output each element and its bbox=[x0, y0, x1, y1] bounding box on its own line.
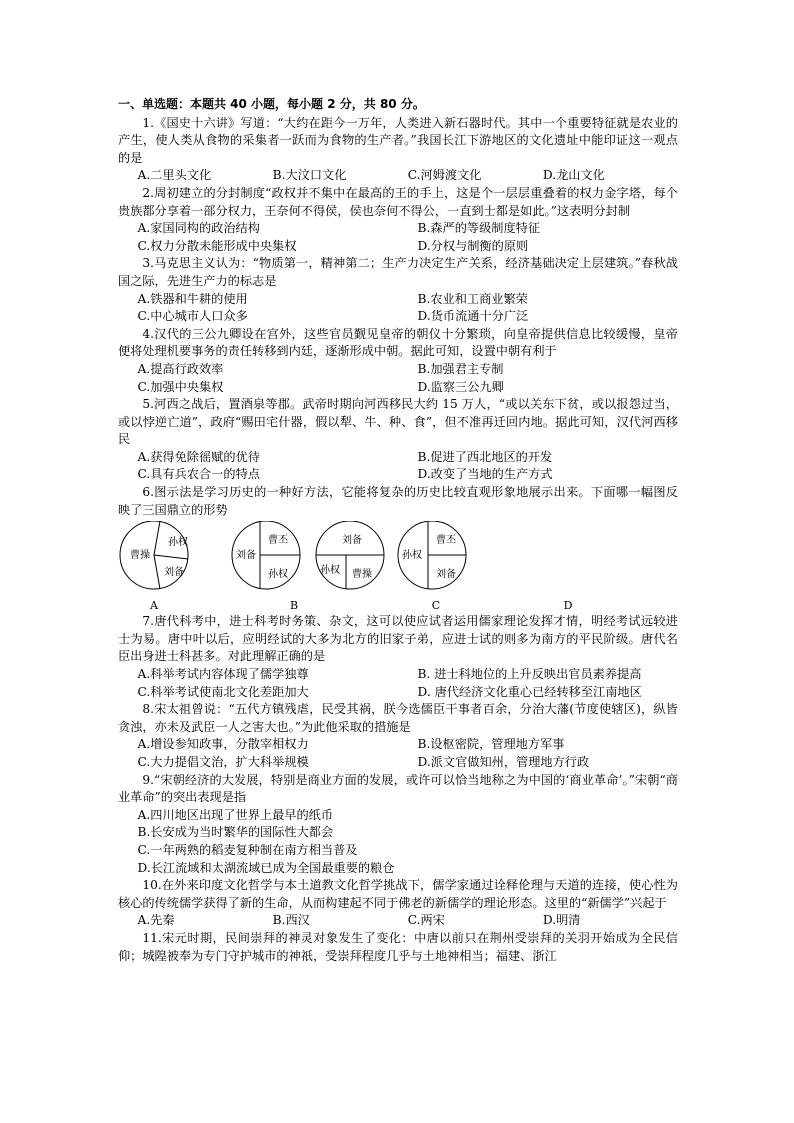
option-D[interactable]: D.派文官做知州，管理地方行政 bbox=[417, 755, 590, 769]
question-11 bbox=[118, 930, 678, 965]
question-stem: 11.宋元时期，民间崇拜的神灵对象发生了变化：中唐以前只在荆州受崇拜的关羽开始成为全民信仰；城隍被奉为专门守护城市的神祇，受崇拜程度几乎与土地神相当；福建、浙江 bbox=[118, 930, 678, 963]
option-D[interactable]: D.明清 bbox=[542, 913, 581, 928]
option-D[interactable]: D.龙山文化 bbox=[542, 168, 605, 183]
option-D[interactable]: D.货币流通十分广泛 bbox=[417, 309, 529, 324]
option-C[interactable]: C.中心城市人口众多 bbox=[137, 309, 248, 324]
option-A[interactable]: A.二里头文化 bbox=[137, 168, 212, 183]
option-B[interactable]: B.大汶口文化 bbox=[272, 168, 347, 183]
question-9 bbox=[118, 772, 678, 878]
option-C[interactable]: C.河姆渡文化 bbox=[407, 168, 482, 183]
option-D[interactable]: D.监察三公九卿 bbox=[417, 379, 504, 394]
question-8 bbox=[118, 701, 678, 771]
sector-label: 曹丕 bbox=[436, 535, 456, 547]
option-C[interactable]: C.具有兵农合一的特点 bbox=[137, 467, 260, 482]
options bbox=[118, 666, 678, 701]
sector-label: 孙权 bbox=[402, 550, 422, 562]
sector-label: 孙权 bbox=[268, 569, 288, 581]
option-D[interactable]: D.分权与制衡的原则 bbox=[417, 238, 529, 253]
option-D[interactable]: D.长江流域和太湖流域已成为全国最重要的粮仓 bbox=[137, 860, 395, 875]
options bbox=[118, 167, 678, 185]
option-A[interactable]: A.提高行政效率 bbox=[137, 361, 224, 376]
question-7 bbox=[118, 613, 678, 701]
question-stem: 2.周初建立的分封制度“政权并不集中在最高的王的手上，这是个一层层重叠着的权力金字塔，每个贵族都分享着一部分权力，王奈何不得侯，侯也奈何不得公，一直到士都是如此。”这表明分封制 bbox=[118, 185, 678, 218]
sector-divider bbox=[154, 555, 188, 559]
options bbox=[118, 736, 678, 771]
exam-page bbox=[118, 96, 678, 965]
option-A[interactable]: A.增设参知政事，分散宰相权力 bbox=[137, 737, 309, 752]
question-list bbox=[118, 115, 678, 966]
option-C[interactable]: C.科举考试使南北文化差距加大 bbox=[137, 684, 309, 699]
diagram-label-A: A bbox=[150, 599, 158, 613]
option-B[interactable]: B. 进士科地位的上升反映出官员素养提高 bbox=[417, 667, 642, 682]
option-B[interactable]: B.加强君主专制 bbox=[417, 361, 504, 376]
option-C[interactable]: C.两宋 bbox=[407, 913, 445, 928]
option-B[interactable]: B.长安成为当时繁华的国际性大都会 bbox=[137, 825, 334, 840]
option-A[interactable]: A.家国同构的政治结构 bbox=[137, 221, 260, 236]
option-B[interactable]: B.设枢密院，管理地方军事 bbox=[417, 737, 565, 752]
option-A[interactable]: A.科举考试内容体现了儒学独尊 bbox=[137, 667, 309, 682]
option-C[interactable]: C.权力分散未能形成中央集权 bbox=[137, 238, 297, 253]
option-C[interactable]: C.大力提倡文治，扩大科举规模 bbox=[137, 755, 309, 769]
option-B[interactable]: B.促进了西北地区的开发 bbox=[417, 449, 553, 464]
sector-label: 曹操 bbox=[352, 569, 372, 581]
option-A[interactable]: A.四川地区出现了世界上最早的纸币 bbox=[137, 807, 334, 822]
options bbox=[118, 291, 678, 326]
sector-label: 曹丕 bbox=[268, 535, 288, 547]
diagram-label-C: C bbox=[431, 599, 441, 613]
question-stem: 10.在外来印度文化哲学与本土道教文化哲学挑战下，儒学家通过诠释伦理与天道的连接，使心性为核心的传统儒学获得了新的生命，从而构建起不同于佛老的新儒学的理论形态。这里的“新儒学”兴起于 bbox=[118, 878, 678, 910]
option-B[interactable]: B.西汉 bbox=[272, 913, 310, 928]
question-stem: 5.河西之战后，置酒泉等郡。武帝时期向河西移民大约 15 万人，“或以关东下贫，或以报怨过当，或以悖逆亡道”，政府“赐田宅什器，假以犁、牛、种、食”，但不准再迁回内地。据此可知，汉代河西移民 bbox=[118, 397, 678, 447]
option-C[interactable]: C.一年两熟的稻麦复种制在南方相当普及 bbox=[137, 842, 358, 857]
option-B[interactable]: B.森严的等级制度特征 bbox=[417, 221, 541, 236]
diagram-label-D: D bbox=[563, 599, 573, 613]
diagram-label-B: B bbox=[289, 599, 299, 613]
sector-label: 刘备 bbox=[164, 567, 184, 579]
options bbox=[118, 220, 678, 255]
option-C[interactable]: C.加强中央集权 bbox=[137, 379, 224, 394]
option-A[interactable]: A.铁器和牛耕的使用 bbox=[137, 291, 248, 306]
option-A[interactable]: A.先秦 bbox=[137, 913, 175, 928]
options bbox=[118, 807, 678, 877]
question-4 bbox=[118, 326, 678, 396]
sector-divider bbox=[154, 555, 160, 589]
question-2 bbox=[118, 185, 678, 255]
option-A[interactable]: A.获得免除徭赋的优待 bbox=[137, 449, 260, 464]
question-stem: 6.图示法是学习历史的一种好方法，它能将复杂的历史比较直观形象地展示出来。下面哪一幅图反映了三国鼎立的形势 bbox=[118, 485, 678, 517]
question-5 bbox=[118, 396, 678, 484]
question-6 bbox=[118, 484, 678, 613]
question-stem: 1.《国史十六讲》写道：“大约在距今一万年，人类进入新石器时代。其中一个重要特征就是农业的产生，使人类从食物的采集者一跃而为食物的生产者。”我国长江下游地区的文化遗址中能印证这一观点的是 bbox=[118, 115, 678, 165]
question-stem: 3.马克思主义认为：“物质第一，精神第二；生产力决定生产关系，经济基础决定上层建筑。”春秋战国之际，先进生产力的标志是 bbox=[118, 256, 678, 288]
question-3 bbox=[118, 255, 678, 325]
options bbox=[118, 449, 678, 484]
question-stem: 7.唐代科考中，进士科考时务策、杂文，这可以使应试者运用儒家理论发挥才情，明经考试远较进士为易。唐中叶以后，应明经试的大多为北方的旧家子弟，应进士试的则多为南方的平民阶级。唐代名臣出身进士科甚多。对此理解正确的是 bbox=[118, 614, 678, 664]
sector-label: 刘备 bbox=[436, 569, 456, 581]
question-stem: 4.汉代的三公九卿设在宫外，这些官员觐见皇帝的朝仪十分繁琐，向皇帝提供信息比较缓慢，皇帝便将处理机要事务的责任转移到内廷，逐渐形成中朝。据此可知，设置中朝有利于 bbox=[118, 326, 678, 359]
section-title: 一、单选题：本题共 40 小题，每小题 2 分，共 80 分。 bbox=[118, 97, 425, 111]
question-stem: 9.“宋朝经济的大发展，特别是商业方面的发展，或许可以恰当地称之为中国的‘商业革命’。”宋朝“商业革命”的突出表现是指 bbox=[118, 772, 678, 805]
question-10 bbox=[118, 877, 678, 930]
sector-label: 刘备 bbox=[236, 550, 256, 562]
sector-divider bbox=[154, 521, 160, 555]
sector-label: 孙权 bbox=[168, 537, 188, 549]
sector-label: 刘备 bbox=[342, 535, 362, 547]
sector-label: 孙权 bbox=[320, 565, 340, 577]
question-1 bbox=[118, 115, 678, 185]
option-D[interactable]: D. 唐代经济文化重心已经转移至江南地区 bbox=[417, 684, 642, 699]
options bbox=[118, 361, 678, 396]
three-kingdoms-diagram bbox=[118, 521, 678, 613]
options bbox=[118, 912, 678, 930]
question-stem: 8.宋太祖曾说：“五代方镇残虐，民受其祸，朕今选儒臣干事者百余，分治大藩(节度使辖区)，纵皆贪浊，亦未及武臣一人之害大也。”为此他采取的措施是 bbox=[118, 702, 678, 734]
option-B[interactable]: B.农业和工商业繁荣 bbox=[417, 291, 528, 306]
sector-label: 曹操 bbox=[130, 550, 150, 562]
option-D[interactable]: D.改变了当地的生产方式 bbox=[417, 467, 553, 482]
